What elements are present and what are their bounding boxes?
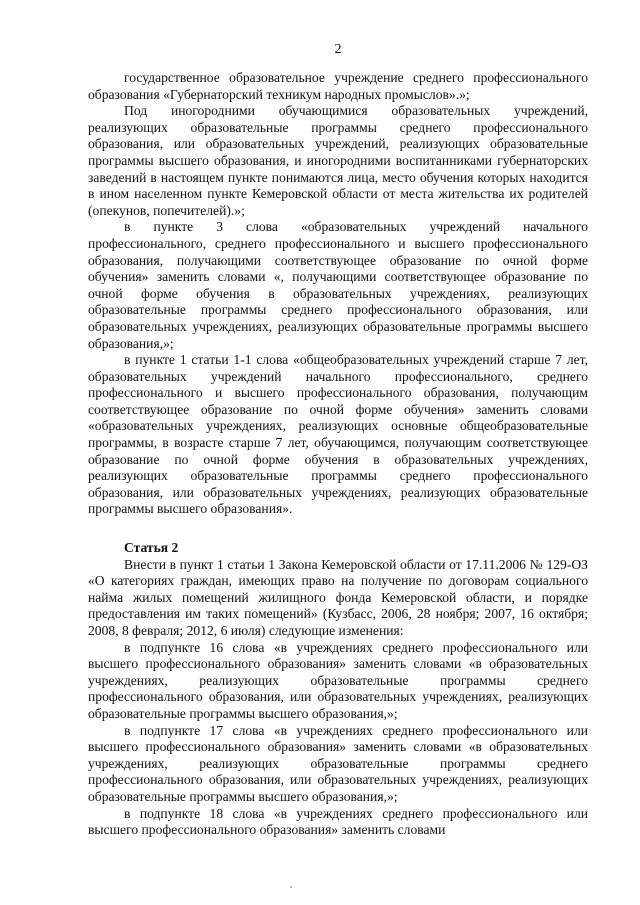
- paragraph-8: в подпункте 18 слова «в учреждениях среднего профессионального или высшего профессионального образования» заменить словами: [88, 805, 588, 838]
- paragraph-2: Под иногородними обучающимися образовательных учреждений, реализующих образовательные программы среднего профессионального образования, или образовательных учреждений, реализующих образовательные программы высшего образования, и иногородними воспитанниками губернаторских заведений в настоящем пункте понимаются лица, место обучения которых находится в ином населенном пункте Кемеровской области от места жительства их родителей (опекунов, попечителей).»;: [88, 103, 588, 218]
- paragraph-6: в подпункте 16 слова «в учреждениях среднего профессионального или высшего профессионального образования» заменить словами «в образовательных учреждениях, реализующих образовательные программы среднего профессионального образования, или образовательных учреждениях, реализующих образовательные программы высшего образования,»;: [88, 639, 588, 721]
- paragraph-4: в пункте 1 статьи 1-1 слова «общеобразовательных учреждений старше 7 лет, образовательных учреждений начального профессионального, среднего профессионального и высшего профессионального образования, получающим соответствующее образование по очной форме обучения» заменить словами «образовательных учреждениях, реализующих основные общеобразовательные программы, в возрасте старше 7 лет, обучающимся, получающим соответствующее образование по очной форме обучения в образовательных учреждениях, реализующих образовательные программы среднего профессионального образования, или образовательных учреждениях, реализующих образовательные программы высшего образования».: [88, 352, 588, 517]
- paragraph-5: Внести в пункт 1 статьи 1 Закона Кемеровской области от 17.11.2006 № 129-ОЗ «О категориях граждан, имеющих право на получение по договорам социального найма жилых помещений жилищного фонда Кемеровской области, и порядке предоставления им таких помещений» (Кузбасс, 2006, 28 ноября; 2007, 16 октября; 2008, 8 февраля; 2012, 6 июля) следующие изменения:: [88, 556, 588, 638]
- paragraph-3: в пункте 3 слова «образовательных учреждений начального профессионального, среднего профессионального и высшего профессионального образования, получающими соответствующее образование по очной форме обучения» заменить словами «, получающими соответствующее образование по очной форме обучения в образовательных учреждениях, реализующих образовательные программы среднего профессионального образования, или образовательных учреждениях, реализующих образовательные программы высшего образования,»;: [88, 219, 588, 351]
- page-number: 2: [334, 42, 342, 57]
- scan-speck: [290, 886, 292, 888]
- paragraph-7: в подпункте 17 слова «в учреждениях среднего профессионального или высшего профессионального образования» заменить словами «в образовательных учреждениях, реализующих образовательные программы среднего профессионального образования, или образовательных учреждениях, реализующих образовательные программы высшего образования,»;: [88, 722, 588, 804]
- paragraph-1: государственное образовательное учреждение среднего профессионального образования «Губернаторский техникум народных промыслов».»;: [88, 70, 588, 102]
- article-heading: Статья 2: [124, 540, 179, 556]
